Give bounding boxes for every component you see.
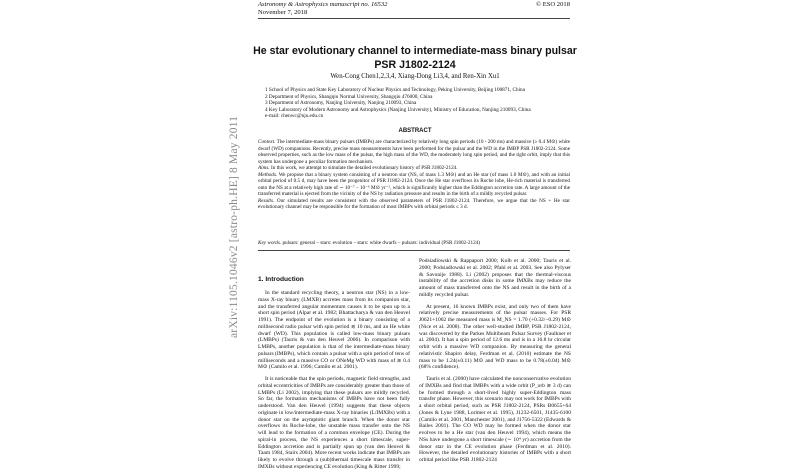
affiliation-item: 2 Department of Physics, Shangqiu Normal University, Shangqiu 476000, China [265,93,433,100]
contact-email: e-mail: chenwc@nju.edu.cn [265,113,324,120]
paper-title: He star evolutionary channel to intermediate-mass binary pulsar PSR J1802-2124 [253,45,577,71]
aims-text: In this work, we attempt to simulate the detailed evolutionary history of PSR J1802-2124. [270,165,458,171]
left-column [258,290,410,476]
keywords [258,240,570,246]
date-line: November 7, 2018 [258,9,308,16]
section-heading: 1. Introduction [258,276,304,283]
methods-label: Methods. [258,171,278,178]
context-text: The intermediate-mass binary pulsars (IMBPs) are characterized by relatively long spin periods (10 - 200 ms) and massive (≥ 0.4 M⊙) white dwarf (WD) companions. Recently, precise mass measurements have been performed for the pulsar and the WD in the IMBP PSR J1802-2124. Some observed properties, such as the low mass of the pulsar, the high mass of the WD, the moderately long spin period, and the tight orbit, imply that this system has undergone a peculiar formation mechanism. [258,139,570,165]
header-rule [258,18,570,19]
affiliation-item: 1 School of Physics and State Key Laboratory of Nuclear Physics and Technology, Peking University, Beijing 100871, China [265,87,525,93]
abstract-rule [258,250,570,251]
abstract-results [258,198,570,211]
methods-text: We propose that a binary system consisting of a neutron star (NS, of mass 1.3 M⊙) and an He star (of mass 1.0 M⊙), and with an initial orbital period of 0.5 d, may have been the progenitor of PSR J1802-2124. Once the He star overflows its Roche lobe, He-rich material is transferred onto the NS at a relatively high rate of ∼ 10⁻⁷ – 10⁻⁶ M⊙ yr⁻¹, which is significantly higher than the Eddington accretion rate. A large amount of the transferred material is ejected from the vicinity of the NS by radiation pressure and results in the birth of a mildly recycled pulsar. [258,171,571,197]
arxiv-stamp: arXiv:1105.1046v2 [astro-ph.HE] 8 May 2011 [228,115,240,339]
author-list: Wen-Cong Chen1,2,3,4, Xiang-Dong Li3,4, and Ren-Xin Xu1 [330,73,500,80]
affiliations [265,87,575,120]
aims-label: Aims. [258,165,270,171]
affiliation-item: 3 Department of Astronomy, Nanjing University, Nanjing 210093, China [265,100,417,107]
results-label: Results. [258,197,275,204]
abstract-methods [258,172,570,198]
keywords-label: Key words. [258,240,282,246]
keywords-text: pulsars: general – stars: evolution – stars: white dwarfs – pulsars: individual (PSR J1802-2124) [282,240,480,246]
affiliation-item: 4 Key Laboratory of Modern Astronomy and Astrophysics (Nanjing University), Ministry of Education, Nanjing 210093, China [265,106,531,113]
journal-line: Astronomy & Astrophysics manuscript no. 16532 [258,1,388,8]
body-paragraph: Tauris et al. (2000) have calculated the nonconservative evolution of IMXBs and find that IMBPs with a wide orbit (P_orb ≳ 3 d) can be formed through a short-lived highly super-Eddington mass transfer phase. However, this scenario may not work for IMBPs with a short orbital period, such as PSR J1802-2124, PSRs B0655+64 (Jones & Lyne 1988, Lorimer et al. 1995), J1232-6501, J1435-6100 (Camilo et al. 2001, Manchester 2001), and J1756-5322 (Edwards & Bailes 2001). The CO WD may be formed when the donor star evolves to be a He star (van den Heuvel 1994), which means the NSs have undergone a short timescale (∼ 10⁴ yr) accretion from the donor star in the CE evolution phase (Ferdman et al. 2010). However, the detailed evolutionary histories of IMBPs with a short orbital period like PSR J1802-2124 [419,376,571,463]
body-paragraph: Podsiadlowski & Rappaport 2000; Kolb et al. 2000; Tauris et al. 2000; Podsiadlowski et al. 2002; Pfahl et al. 2003. See also Pylyser & Savonije 1988). Li (2002) proposes that the thermal-viscous instability of the accretion disks in some IMXBs may reduce the amount of mass transferred onto the NS and result in the birth of a mildly recycled pulsar. [419,258,571,298]
body-paragraph: It is noticeable that the spin periods, magnetic field strengths, and orbital eccentricities of IMBPs are considerably greater than those of LMBPs (Li 2002), implying that these pulsars are mildly recycled. So far, the formation mechanisms of IMBPs have not been fully understood. Van den Heuvel (1994) suggests that these objects originate in low/intermediate-mass X-ray binaries (L/IMXBs) with a donor star on the asymptotic giant branch. When the donor star overflows its Roche-lobe, the unstable mass transfer onto the NS will lead to the formation of a common envelope (CE). During the spiral-in process, the NS experiences a short timescale, super-Eddington accretion and is partially spun up (van den Heuvel & Taam 1984, Stairs 2004). More recent works indicate that IMBPs are likely to evolve through a (sub)thermal timescale mass transfer in IMXBs without experiencing CE evolution (King & Ritter 1999; [258,376,410,470]
abstract-body [258,139,570,211]
body-paragraph: In the standard recycling theory, a neutron star (NS) in a low-mass X-ray binary (LMXB) accretes mass from its companion star, and the transferred angular momentum causes it to be spun up to a short spin period (Alpar et al. 1982; Bhattacharya & van den Heuvel 1991). The endpoint of the evolution is a binary consisting of a millisecond radio pulsar with spin period ≲ 10 ms, and an He white dwarf (WD). This population is called low-mass binary pulsars (LMBPs) (Tauris & van den Heuvel 2006). In comparison with LMBPs, another population is that of the intermediate-mass binary pulsars (IMBPs), which contain a pulsar with a spin period of tens of milliseconds and a massive CO or ONeMg WD with mass of ≳ 0.4 M⊙ (Camilo et al. 1996; Camilo et al. 2001). [258,290,410,371]
abstract-context [258,139,570,165]
context-label: Context. [258,139,276,145]
running-header [258,1,387,17]
copyright-line: © ESO 2018 [536,1,570,8]
abstract-heading: ABSTRACT [398,128,432,134]
right-column [419,258,571,469]
body-paragraph: At present, 16 known IMBPs exist, and only two of them have relatively precise measurements of the pulsar masses. For PSR J0621+1002 the measured mass is M_NS = 1.70 (+0.32/−0.29) M⊙ (Nice et al. 2008). The other well-studied IMBP, PSR J1802-2124, was discovered by the Parkes Multibeam Pulsar Survey (Faulkner et al. 2004). It has a spin period of 12.6 ms and is in a 16.8 hr circular orbit with a massive WD companion. By measuring the general relativistic Shapiro delay, Ferdman et al. (2010) estimate the NS mass to be 1.24(±0.11) M⊙ and WD mass to be 0.78(±0.04) M⊙ (68% confidence). [419,303,571,371]
results-text: Our simulated results are consistent with the observed parameters of PSR J1802-2124. Therefore, we argue that the NS + He star evolutionary channel may be responsible for the formation of most IMBPs with orbital periods ≤ 3 d. [258,197,570,210]
